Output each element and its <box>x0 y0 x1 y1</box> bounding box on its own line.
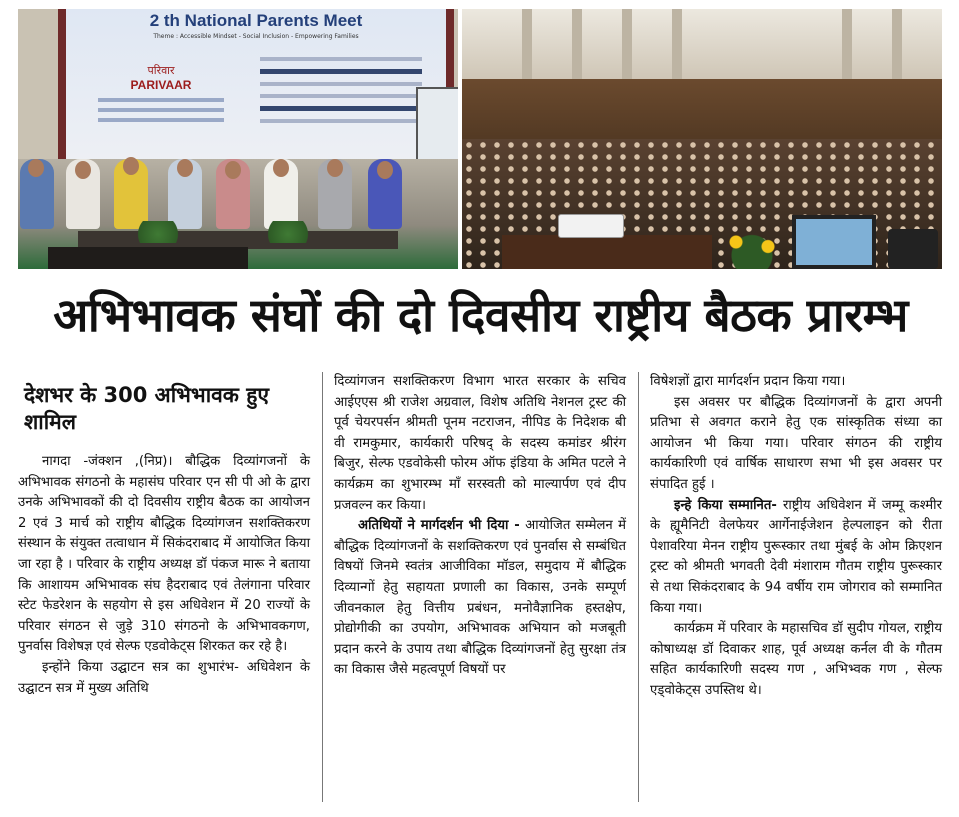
section-heading: इन्हे किया सम्मानित- <box>674 497 777 513</box>
dignitary-head <box>225 161 241 179</box>
headline: अभिभावक संघों की दो दिवसीय राष्ट्रीय बैठक प्रारम्भ <box>53 288 908 342</box>
banner-organizer-block <box>86 49 236 159</box>
article-column-3 <box>650 372 942 702</box>
dignitary-head <box>273 159 289 177</box>
article-paragraph: विषेशज्ञों द्वारा मार्गदर्शन प्रदान किया गया। <box>650 374 846 389</box>
banner-title: 2 th National Parents Meet <box>149 11 363 30</box>
banner-collaborator-block <box>256 49 426 159</box>
article-paragraph <box>650 496 942 620</box>
banner-hindi-name: परिवार <box>147 64 175 77</box>
projector <box>558 214 624 238</box>
auditorium-photo <box>462 9 942 269</box>
section-body: राष्ट्रीय अधिवेशन में जम्मू कश्मीर के ह्यूमैनिटी वेलफेयर आर्गेनाईजेशन हेल्पलाइन को रीता पेशावरिया मेनन राष्ट्रीय पुरूस्कार तथा मुंबई के ओम क्रिएशन ट्रस्ट को श्रीमती भगवती देवी मंशाराम गौतम राष्ट्रीय पुरूस्कार से तथा सिकंदराबाद के 94 वर्षीय राम जोगराव को सम्मानित किया गया। <box>650 497 942 616</box>
front-desk <box>502 235 712 269</box>
dignitary-head <box>123 157 139 175</box>
article-paragraph <box>334 516 626 681</box>
table-flowers <box>128 221 188 243</box>
laptop-screen <box>792 215 876 269</box>
column-divider <box>638 372 639 802</box>
section-heading: अतिथियों ने मार्गदर्शन भी दिया - <box>358 518 520 534</box>
speaker <box>888 229 938 269</box>
banner-subtitle: Theme : Accessible Mindset - Social Inclusion - Empowering Families <box>153 33 359 40</box>
dignitary-head <box>377 161 393 179</box>
article-paragraph: इस अवसर पर बौद्धिक दिव्यांगजनों के द्वारा अपनी प्रतिभा से अवगत कराने हेतु एक सांस्कृतिक संध्या का आयोजन भी किया गया। परिवार संगठन की राष्ट्रीय कार्यकारिणी एवं वार्षिक साधारण सभा भी इस अवसर पर संपादित हुई । <box>650 394 942 492</box>
dignitary-head <box>75 161 91 179</box>
article-paragraph: कार्यक्रम में परिवार के महासचिव डॉ सुदीप गोयल, राष्ट्रीय कोषाध्यक्ष डॉ दिवाकर शाह, पूर्व अध्यक्ष कर्नल वी के गौतम सहित कार्यकारिणी सदस्य गण , अभिभ्वक गण , सेल्फ एड्वोकेट्स उपस्तिथ थे। <box>650 621 942 698</box>
table-flowers <box>258 221 318 243</box>
article-paragraph: इन्होंने किया उद्घाटन सत्र का शुभारंभ- अधिवेशन के उद्घाटन सत्र में मुख्य अतिथि <box>18 659 310 696</box>
dignitary-head <box>327 159 343 177</box>
dignitary-head <box>177 159 193 177</box>
hall-ceiling <box>462 9 942 79</box>
article-paragraph: दिव्यांगजन सशक्तिकरण विभाग भारत सरकार के सचिव आईएएस श्री राजेश अग्रवाल, विशेष अतिथि नेशनल ट्रस्ट की पूर्व चेयरपर्सन श्रीमती पूनम नटराजन, नीपिड के निदेशक बी वी रामकुमार, कार्यकारी परिषद् के सदस्य कमांडर श्रीरंग बिजुर, सेल्फ एडवोकेसी फोरम ऑफ इंडिया के अमित पटले ने कार्यक्रम का शुभारम्भ माँ सरस्वती को माल्यार्पण एवं दीप प्रजवल्न कर किया। <box>334 374 626 513</box>
stage-photo <box>18 9 458 269</box>
flower-pots <box>712 224 792 269</box>
front-board <box>48 247 248 269</box>
section-body: आयोजित सम्मेलन में बौद्धिक दिव्यांगजनों के सशक्तिकरण एवं पुनर्वास से सम्बंधित विषयों जिनमे स्वतंत्र आजीविका मॉडल, समुदाय में बौद्धिक दिव्यान्गों हेतु सहायता प्रणाली का विकास, उनके सम्पूर्ण जीवनकाल हेतु वित्तीय प्रबंधन, मनोवैज्ञानिक हस्तक्षेप, प्रोद्योगीकी का उपयोग, अभिभावक अभियान को मजबूती प्रदान करने के उपाय तथा बौद्धिक दिव्यांगजनों हेतु सुरक्षा तंत्र का विकास जैसे महत्वपूर्ण विषयों पर <box>334 518 626 678</box>
column-divider <box>322 372 323 802</box>
article-column-1 <box>18 372 310 699</box>
subheadline: देशभर के 300 अभिभावक हुए शामिल <box>24 383 270 434</box>
dignitary-head <box>28 159 44 177</box>
banner-org-name: PARIVAAR <box>130 78 192 92</box>
article-column-2 <box>334 372 626 681</box>
event-banner <box>58 9 454 169</box>
article-paragraph: नागदा -जंक्शन ,(निप्र)। बौद्धिक दिव्यांगजनों के अभिभावक संगठनो के महासंघ परिवार एन सी पी ओ के द्वारा उनके अभिभावकों की दो दिवसीय राष्ट्रीय बैठक का आयोजन 2 एवं 3 मार्च को राष्ट्रीय बौद्धिक दिव्यांगजन सशक्तिकरण संस्थान के संयुक्त तत्वाधान में सिकंदराबाद में आयोजित किया जा रहा है । परिवार के राष्ट्रीय अध्यक्ष डॉ पंकज मारू ने बताया कि आशायम अभिभावक संघ हैदराबाद एवं तेलंगाना परिवार स्टेट फेडरेशन के सहयोग से इस अधिवेशन में 20 राज्यों के परिवार संगठन से जुड़े 310 संगठनो के अभिभावकगण, पुनर्वास विशेषज्ञ एवं सेल्फ एडवोकेट्स शिरकत कर रहे है। <box>18 454 310 655</box>
